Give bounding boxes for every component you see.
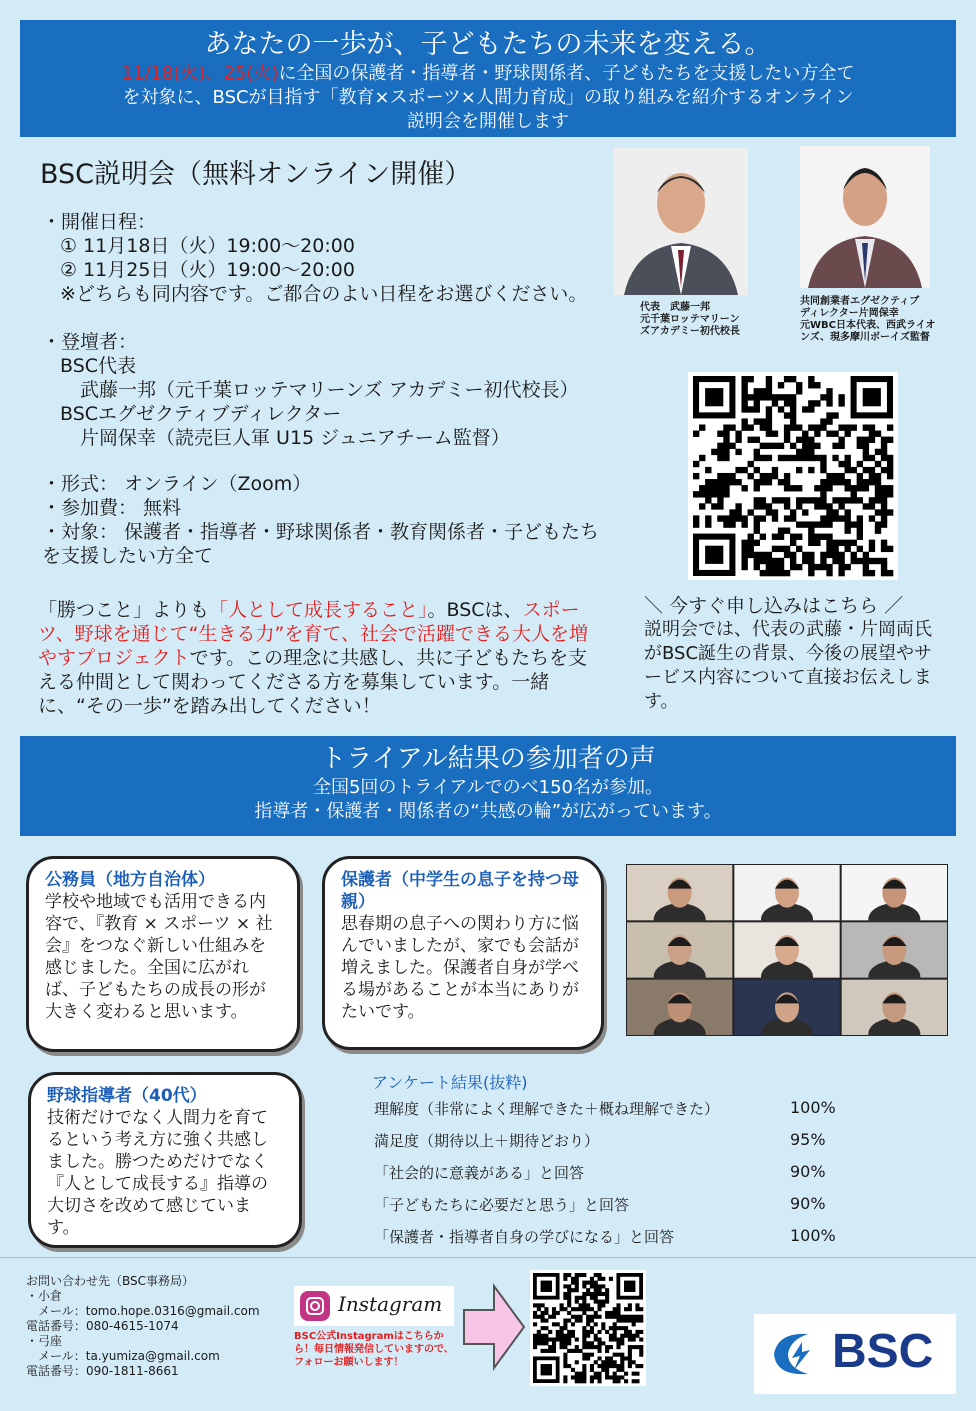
instagram-icon: [300, 1291, 330, 1321]
zoom-participant-tile: [734, 980, 839, 1036]
signup-qr-code[interactable]: [688, 372, 898, 580]
survey-title: アンケート結果(抜粋): [372, 1073, 528, 1092]
bsc-logo-mark: [768, 1328, 824, 1380]
top-banner: [20, 20, 956, 137]
survey-row-value: 90%: [790, 1194, 826, 1213]
survey-row-value: 95%: [790, 1130, 826, 1149]
speaker1-name: 武藤一邦（元千葉ロッテマリーンズ アカデミー初代校長）: [80, 379, 579, 401]
mission-text: [38, 598, 598, 718]
survey-row-label: 「子どもたちに必要だと思う」と回答: [374, 1196, 630, 1214]
voices-sub-1: 全国5回のトライアルでのべ150名が参加。: [312, 777, 663, 798]
headline: あなたの一歩が、子どもたちの未来を変える。: [204, 29, 772, 60]
bubble-title: 公務員（地方自治体）: [45, 870, 215, 890]
bubble-body: 思春期の息子への関わり方に悩んでいましたが、家でも会話が増えました。保護者自身が学べる場があることが本当にありがたいです。: [341, 914, 579, 1022]
speakers-block: [42, 330, 622, 450]
survey-row-value: 100%: [790, 1226, 836, 1245]
survey-row-label: 理解度（非常によく理解できた＋概ね理解できた）: [374, 1100, 720, 1118]
photo-kataoka: [800, 146, 930, 288]
voice-bubble-parent: [322, 856, 604, 1050]
instagram-qr-code[interactable]: [530, 1270, 646, 1386]
caption-muto-3: ズアカデミー初代校長: [640, 326, 740, 337]
bubble-body: 技術だけでなく人間力を育てるという考え方に強く共感しました。勝つためだけでなく『人として成長する』指導の大切さを改めて感じています。: [47, 1108, 268, 1238]
contact-title: お問い合わせ先（BSC事務局）: [26, 1274, 195, 1288]
speaker2-role: BSCエグゼクティブディレクター: [60, 403, 342, 425]
mission-p4: スポーツ、野球を通じて“生きる力”を育て、社会で活躍できる大人を増やすプロジェクト: [38, 599, 588, 669]
caption-muto-2: 元千葉ロッテマリーン: [640, 314, 740, 325]
mission-p5: です。この理念に共感し、共に子どもたちを支える仲間として関わってくださる方を募集しています。一緒に、“その一歩”を踏み出してください！: [38, 647, 588, 717]
apply-block: [644, 594, 944, 714]
date-2: ② 11月25日（火）19:00〜20:00: [60, 259, 355, 281]
apply-heading: ＼ 今すぐ申し込みはこちら ／: [644, 595, 904, 617]
voices-heading: トライアル結果の参加者の声: [320, 744, 656, 774]
bsc-logo: [754, 1314, 956, 1394]
intro-line-1-rest: に全国の保護者・指導者・野球関係者、子どもたちを支援したい方全て: [278, 63, 855, 84]
contact1-tel[interactable]: 電話番号：080-4615-1074: [26, 1319, 179, 1333]
contact-block: [26, 1274, 260, 1379]
seminar-title: BSC説明会（無料オンライン開催）: [40, 159, 472, 190]
target-line-2: を支援したい方全て: [42, 545, 214, 567]
bsc-logo-text: BSC: [832, 1325, 934, 1378]
caption-kataoka-1: 共同創業者エグゼクティブ: [800, 296, 920, 307]
target-line-1: ・対象： 保護者・指導者・野球関係者・教育関係者・子どもたち: [42, 521, 600, 543]
survey-row-label: 「保護者・指導者自身の学びになる」と回答: [374, 1228, 675, 1246]
survey-row-value: 90%: [790, 1162, 826, 1181]
arrow-right-icon: [462, 1282, 526, 1372]
instagram-badge[interactable]: [294, 1286, 454, 1326]
caption-muto-1: 代表 武藤一邦: [640, 302, 710, 313]
dates-red: 11/18(火)、25(火): [121, 63, 279, 84]
mission-p2: 「人として成長すること」: [209, 599, 428, 621]
contact2-mail[interactable]: メール：ta.yumiza@gmail.com: [38, 1349, 220, 1363]
zoom-participant-tile: [842, 980, 947, 1036]
details-block: [42, 472, 632, 568]
bubble-body: 学校や地域でも活用できる内容で、『教育 × スポーツ × 社会』をつなぐ新しい仕組みを感じました。全国に広がれば、子どもたちの成長の形が大きく変わると思います。: [45, 892, 273, 1022]
format: ・形式： オンライン（Zoom）: [42, 473, 312, 495]
contact2-name: ・弓座: [26, 1334, 63, 1348]
survey-row-value: 100%: [790, 1098, 836, 1117]
voice-bubble-coach: [28, 1072, 302, 1248]
caption-kataoka-4: ンズ、現多摩川ボーイズ監督: [800, 332, 930, 343]
instagram-note: BSC公式Instagramはこちらから！毎日情報発信していますので、フォローお願いします！: [294, 1331, 454, 1368]
intro-line-3: 説明会を開催します: [407, 111, 569, 132]
caption-kataoka-3: 元WBC日本代表、西武ライオ: [800, 320, 936, 331]
zoom-meeting-grid: [626, 864, 948, 1036]
voices-banner: [20, 736, 956, 836]
caption-kataoka: [800, 296, 935, 344]
intro-line-2: を対象に、BSCが目指す「教育×スポーツ×人間力育成」の取り組みを紹介するオンライン: [122, 87, 854, 108]
schedule-block: [42, 210, 622, 306]
speakers-label: ・登壇者：: [42, 331, 138, 353]
mission-p1: 「勝つこと」よりも: [38, 599, 210, 621]
survey-row-label: 満足度（期待以上＋期待どおり）: [374, 1132, 600, 1150]
instagram-word: Instagram: [338, 1292, 443, 1316]
contact1-name: ・小倉: [26, 1289, 63, 1303]
contact1-mail[interactable]: メール：tomo.hope.0316@gmail.com: [38, 1304, 260, 1318]
survey-row-label: 「社会的に意義がある」と回答: [374, 1164, 585, 1182]
date-1: ① 11月18日（火）19:00〜20:00: [60, 235, 355, 257]
caption-kataoka-2: ディレクター片岡保幸: [800, 308, 899, 319]
apply-body: 説明会では、代表の武藤・片岡両氏がBSC誕生の背景、今後の展望やサービス内容について直接お伝えします。: [644, 619, 933, 712]
intro-line-1: [20, 62, 956, 86]
contact2-tel[interactable]: 電話番号：090-1811-8661: [26, 1364, 179, 1378]
speaker1-role: BSC代表: [60, 355, 137, 377]
schedule-label: ・開催日程：: [42, 211, 157, 233]
date-note: ※どちらも同内容です。ご都合のよい日程をお選びください。: [60, 283, 588, 305]
bubble-title: 保護者（中学生の息子を持つ母親）: [341, 870, 579, 912]
bubble-title: 野球指導者（40代）: [47, 1086, 207, 1106]
mission-p3: 。BSCは、: [427, 599, 523, 621]
speaker2-name: 片岡保幸（読売巨人軍 U15 ジュニアチーム監督）: [80, 427, 510, 449]
caption-muto: [640, 302, 740, 338]
fee: ・参加費： 無料: [42, 497, 182, 519]
voice-bubble-civil-servant: [26, 856, 300, 1052]
zoom-participant-tile: [627, 980, 732, 1036]
photo-muto: [614, 148, 748, 295]
voices-sub-2: 指導者・保護者・関係者の“共感の輪”が広がっています。: [254, 801, 722, 822]
